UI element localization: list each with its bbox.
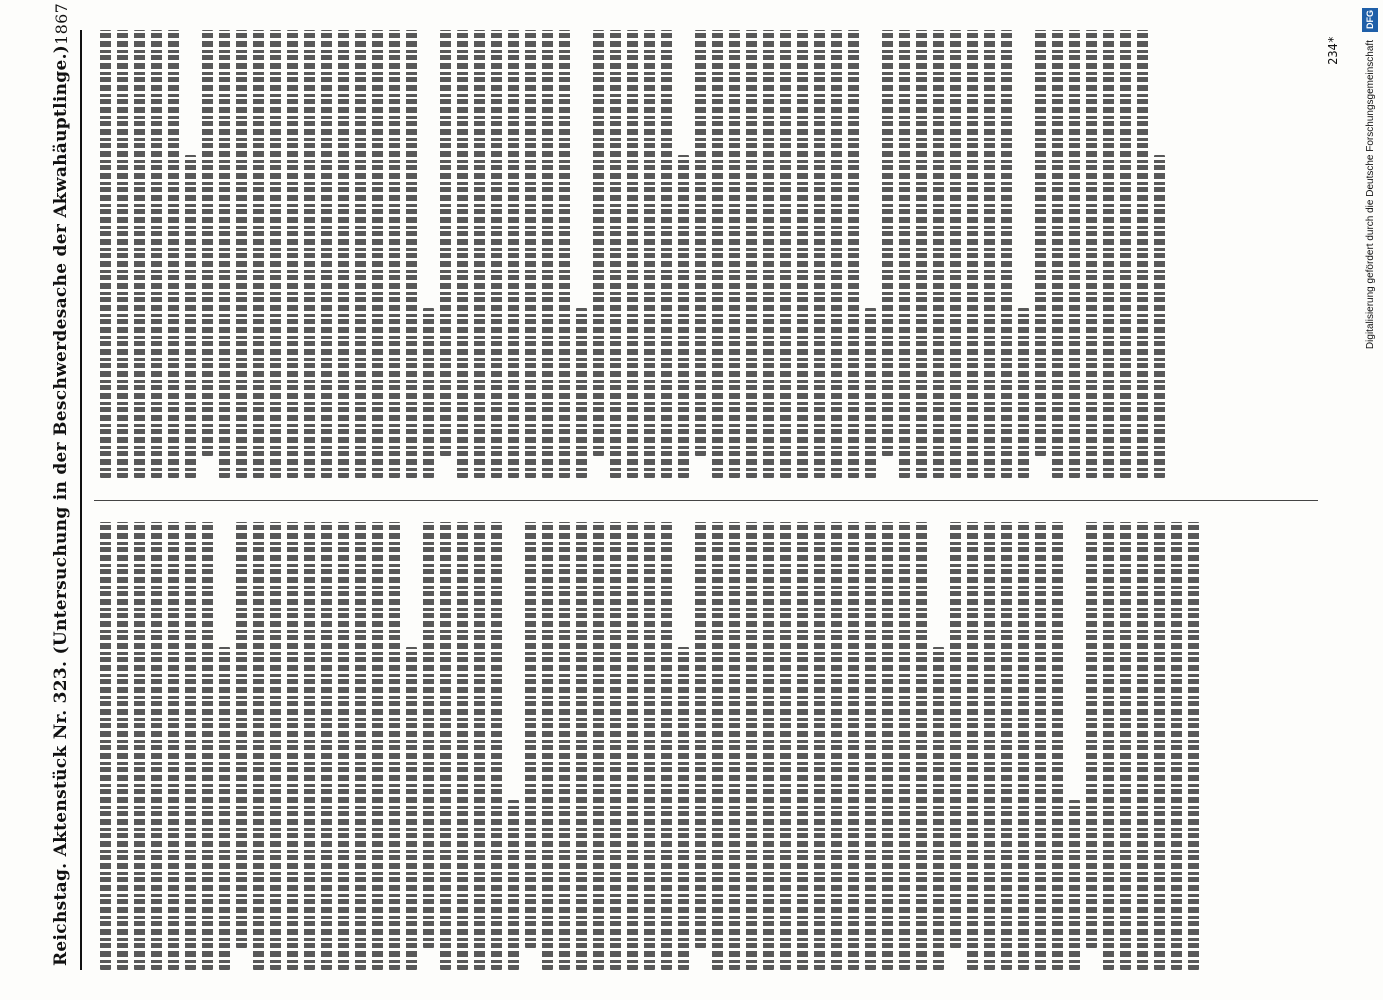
text-line [525, 522, 536, 948]
text-line [406, 30, 417, 478]
text-line [491, 30, 502, 478]
text-line [967, 522, 978, 970]
text-line [338, 30, 349, 478]
text-line [372, 30, 383, 478]
column-divider [94, 500, 1318, 501]
text-line [219, 30, 230, 478]
text-line [678, 155, 689, 478]
text-line [695, 522, 706, 948]
text-line [678, 647, 689, 970]
text-line [899, 30, 910, 478]
text-line [287, 522, 298, 970]
text-line [576, 522, 587, 970]
text-line [1137, 522, 1148, 970]
text-line [576, 308, 587, 478]
text-line [457, 522, 468, 970]
text-line [168, 30, 179, 478]
text-line [440, 30, 451, 456]
text-line [1052, 522, 1063, 970]
text-line [950, 522, 961, 948]
text-line [933, 30, 944, 478]
text-line [355, 522, 366, 970]
text-line [865, 308, 876, 478]
text-line [933, 647, 944, 970]
text-line [134, 30, 145, 478]
signature-mark: 234* [1325, 36, 1340, 65]
text-line [984, 522, 995, 970]
text-line [780, 30, 791, 478]
text-line [967, 30, 978, 478]
text-line [236, 522, 247, 948]
text-line [389, 30, 400, 478]
text-line [559, 522, 570, 970]
text-line [644, 30, 655, 478]
text-line [814, 522, 825, 970]
text-line [916, 522, 927, 970]
text-line [474, 30, 485, 478]
text-line [848, 522, 859, 970]
text-line [729, 30, 740, 478]
text-line [1154, 522, 1165, 970]
text-line [848, 30, 859, 478]
text-line [882, 30, 893, 456]
text-line [610, 522, 621, 970]
text-line [865, 522, 876, 970]
text-line [831, 30, 842, 478]
text-line [423, 522, 434, 948]
text-line [100, 522, 111, 970]
text-line [763, 30, 774, 478]
text-line [117, 30, 128, 478]
text-line [746, 30, 757, 478]
text-line [593, 30, 604, 456]
text-line [1103, 30, 1114, 478]
text-column-left [94, 522, 1318, 970]
text-line [593, 522, 604, 970]
text-line [1086, 30, 1097, 478]
text-line [1052, 30, 1063, 478]
text-line [712, 30, 723, 478]
text-line [797, 522, 808, 970]
credit-text: Digitalisierung gefördert durch die Deutsche Forschungsgemeinschaft [1364, 40, 1376, 350]
text-line [202, 522, 213, 970]
text-line [202, 30, 213, 456]
text-line [134, 522, 145, 970]
text-line [117, 522, 128, 970]
text-line [780, 522, 791, 970]
text-line [1035, 30, 1046, 456]
text-line [1018, 522, 1029, 970]
text-line [321, 522, 332, 970]
document-page [42, 2, 1342, 970]
text-line [1137, 30, 1148, 478]
text-line [151, 30, 162, 478]
text-line [729, 522, 740, 970]
text-line [508, 800, 519, 970]
text-line [831, 522, 842, 970]
text-line [661, 30, 672, 478]
text-line [219, 647, 230, 970]
text-line [525, 30, 536, 478]
text-line [797, 30, 808, 478]
text-line [542, 522, 553, 970]
text-line [542, 30, 553, 478]
text-line [661, 522, 672, 970]
text-line [1035, 522, 1046, 970]
text-line [236, 30, 247, 478]
text-line [627, 30, 638, 478]
running-title: Reichstag. Aktenstück Nr. 323. (Untersuchung in der Beschwerdesache der Akwahäuptlinge.) [50, 44, 71, 966]
text-line [372, 522, 383, 970]
text-line [1103, 522, 1114, 970]
text-line [440, 522, 451, 970]
text-line [508, 30, 519, 478]
text-line [287, 30, 298, 478]
page-header [42, 2, 82, 970]
text-line [270, 522, 281, 970]
text-line [423, 308, 434, 478]
text-line [950, 30, 961, 478]
text-line [814, 30, 825, 478]
text-line [1188, 522, 1199, 970]
text-line [321, 30, 332, 478]
text-line [100, 30, 111, 478]
text-line [253, 522, 264, 970]
text-line [304, 522, 315, 970]
text-line [1086, 522, 1097, 948]
page-number: 1867 [51, 2, 70, 45]
text-line [746, 522, 757, 970]
text-line [389, 522, 400, 970]
text-line [185, 155, 196, 478]
text-line [712, 522, 723, 970]
text-line [644, 522, 655, 970]
text-line [355, 30, 366, 478]
text-line [1018, 308, 1029, 478]
text-line [168, 522, 179, 970]
text-line [185, 522, 196, 970]
text-line [1069, 30, 1080, 478]
text-line [627, 522, 638, 970]
text-line [984, 30, 995, 478]
text-line [1120, 30, 1131, 478]
text-line [151, 522, 162, 970]
digitization-credit [1361, 8, 1379, 992]
text-line [270, 30, 281, 478]
text-column-right [94, 30, 1318, 478]
text-line [882, 522, 893, 970]
text-line [1001, 522, 1012, 970]
text-line [916, 30, 927, 478]
text-line [474, 522, 485, 970]
text-line [457, 30, 468, 478]
text-line [1069, 800, 1080, 970]
text-line [338, 522, 349, 970]
text-line [899, 522, 910, 970]
text-line [1120, 522, 1131, 970]
dfg-logo: DFG [1362, 8, 1378, 32]
text-line [1171, 522, 1182, 970]
text-line [695, 30, 706, 456]
text-line [610, 30, 621, 478]
text-line [1001, 30, 1012, 478]
text-line [253, 30, 264, 478]
text-line [559, 30, 570, 478]
text-line [304, 30, 315, 478]
text-line [763, 522, 774, 970]
text-line [491, 522, 502, 970]
text-line [406, 647, 417, 970]
text-line [1154, 155, 1165, 478]
